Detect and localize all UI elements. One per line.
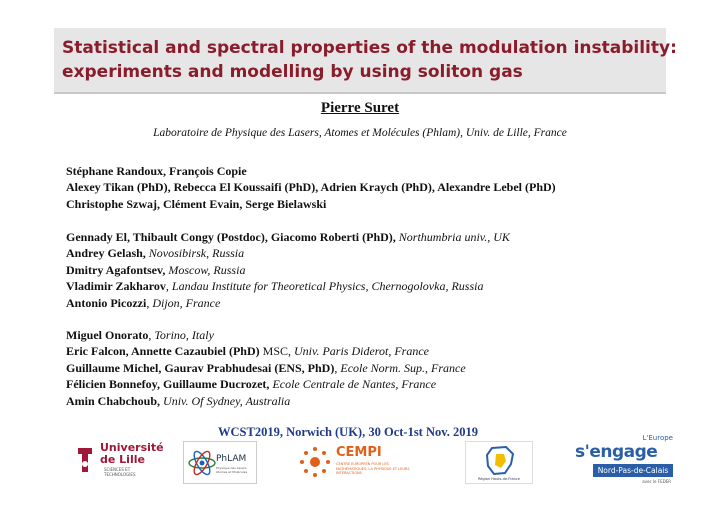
cempi-logo-subtext: CENTRE EUROPÉEN POUR LES MATHÉMATIQUES, LA PHYSIQUE ET LEURS INTERACTIONS — [336, 462, 410, 475]
collaborators-lille — [66, 163, 556, 212]
speaker-name: Pierre Suret — [320, 100, 400, 116]
universite-de-lille-logo — [74, 440, 164, 484]
cempi-logo-text: CEMPI — [336, 445, 382, 460]
collaborator-line: Eric Falcon, Annette Cazaubiel (PhD) MSC, Univ. Paris Diderot, France — [66, 344, 429, 359]
collaborator-line: Vladimir Zakharov, Landau Institute for Theoretical Physics, Chernogolovka, Russia — [66, 279, 484, 294]
europe-logo-band: Nord-Pas-de-Calais — [593, 464, 673, 477]
speaker-affiliation: Laboratoire de Physique des Lasers, Atomes et Molécules (Phlam), Univ. de Lille, France — [153, 127, 567, 139]
europe-feder-logo — [575, 434, 675, 490]
collaborator-line: Miguel Onorato, Torino, Italy — [66, 328, 214, 342]
phlam-logo-text: PhLAM — [216, 454, 247, 464]
phlam-logo-subtext: Physique des Lasers Atomes et Molécules — [216, 466, 248, 474]
collaborator-line: Antonio Picozzi, Dijon, France — [66, 295, 221, 310]
europe-logo-top: L'Europe — [642, 434, 673, 442]
slide-title-line-1: Statistical and spectral properties of the modulation instability: — [62, 38, 677, 58]
slide-title-line-2: experiments and modelling by using soliton gas — [62, 62, 523, 82]
lille-logo-text: Université de Lille — [100, 441, 164, 466]
collaborator-line: Stéphane Randoux, François Copie — [66, 164, 247, 178]
collaborators-international — [66, 229, 510, 311]
collaborators-hydrodynamics — [66, 327, 466, 409]
collaborator-line: Amin Chabchoub, Univ. Of Sydney, Australia — [66, 393, 291, 408]
conference-info: WCST2019, Norwich (UK), 30 Oct-1st Nov. 2019 — [218, 425, 479, 439]
europe-logo-slogan: s'engage — [575, 442, 658, 462]
region-map-icon — [484, 446, 516, 476]
collaborator-line: Christophe Szwaj, Clément Evain, Serge Bielawski — [66, 196, 327, 211]
hauts-de-france-logo — [465, 441, 533, 484]
phlam-logo — [183, 441, 257, 484]
collaborator-line: Andrey Gelash, Novosibirsk, Russia — [66, 246, 245, 261]
collaborator-line: Félicien Bonnefoy, Guillaume Ducrozet, Ecole Centrale de Nantes, France — [66, 377, 437, 392]
region-logo-text: Région Hauts-de-France — [478, 477, 520, 481]
slide-title-box — [54, 28, 677, 94]
collaborator-line: Gennady El, Thibault Congy (Postdoc), Giacomo Roberti (PhD), Northumbria univ., UK — [66, 230, 510, 244]
lille-emblem-icon — [74, 446, 96, 474]
atom-icon — [187, 446, 217, 480]
cempi-sun-icon — [298, 445, 332, 479]
cempi-logo — [296, 441, 420, 484]
europe-logo-bottom: avec le FEDER — [642, 479, 671, 484]
collaborator-line: Dmitry Agafontsev, Moscow, Russia — [66, 262, 246, 277]
collaborator-line: Guillaume Michel, Gaurav Prabhudesai (ENS, PhD), Ecole Norm. Sup., France — [66, 360, 466, 375]
collaborator-line: Alexey Tikan (PhD), Rebecca El Koussaifi (PhD), Adrien Kraych (PhD), Alexandre Lebel (PhD) — [66, 180, 556, 195]
lille-logo-subtext: SCIENCES ET TECHNOLOGIES — [104, 467, 136, 477]
